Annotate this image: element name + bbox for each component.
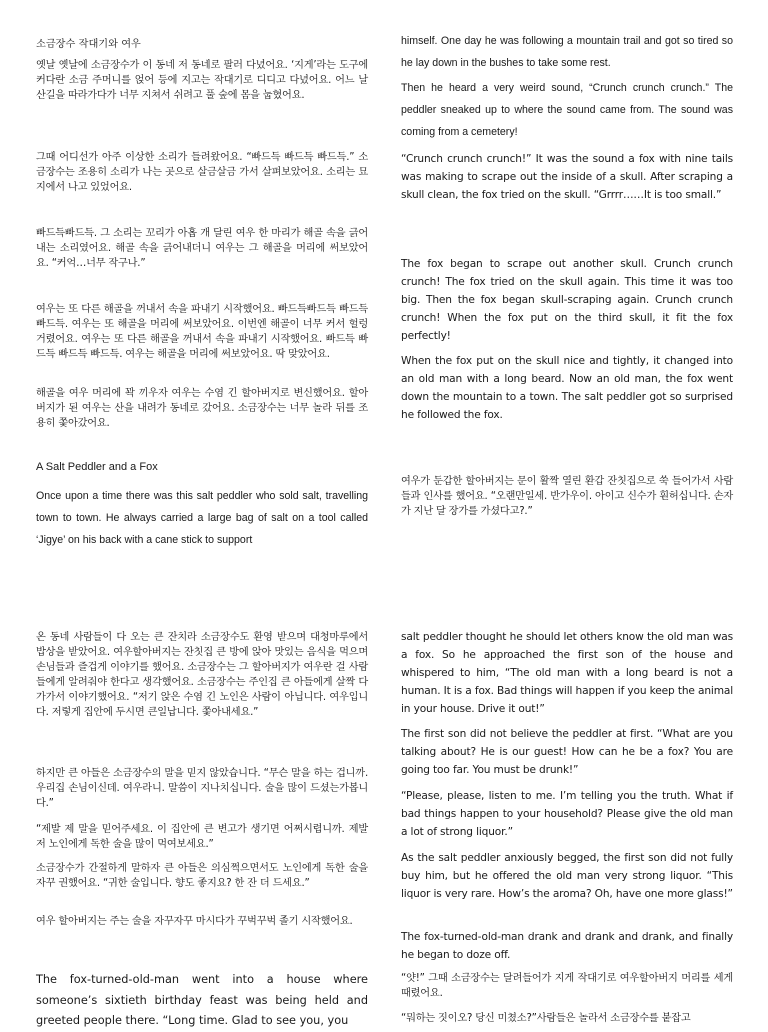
ko-paragraph-10: 여우 할아버지는 주는 술을 자꾸자꾸 마시다가 꾸벅꾸벅 졸기 시작했어요.: [36, 916, 353, 927]
ko-paragraph-9: 소금장수가 간절하게 말하자 큰 아들은 의심쩍으면서도 노인에게 독한 술을 자꾸 권했어요. “귀한 술입니다. 향도 좋지요? 한 잔 더 드세요.”: [36, 863, 368, 889]
ko-paragraph-2: 그때 어디선가 아주 이상한 소리가 들려왔어요. “빠드득 빠드득 빠드득.” 소금장수는 조용히 소리가 나는 곳으로 살금살금 가서 살펴보았어요. 소리는 묘지에서 나고 있었어요.: [36, 152, 368, 193]
en-paragraph-9: The first son did not believe the peddler at first. “What are you talking about? He is our guest! How can he be a fox? You are going too far. You must be drunk!”: [401, 728, 733, 776]
ko-paragraph-12: “얏!” 그때 소금장수는 달려들어가 지게 작대기로 여우할아버지 머리를 세게 때렸어요.: [401, 973, 733, 999]
en-paragraph-10: “Please, please, listen to me. I’m telling you the truth. What if bad things happen to your household? Please give the old man a lot of strong liquor.”: [401, 790, 733, 838]
en-paragraph-5: “Crunch crunch crunch!” It was the sound a fox with nine tails was making to scrape out the inside of a skull. After scraping a skull clean, the fox tried on the skull. “Grrrr……It is too small.”: [401, 153, 733, 201]
korean-title: 소금장수 작대기와 여우: [36, 39, 141, 50]
ko-paragraph-8: “제발 제 말을 믿어주세요. 이 집안에 큰 변고가 생기면 어쩌시렵니까. 제발 저 노인에게 독한 술을 많이 먹여보세요.”: [36, 824, 368, 850]
ko-paragraph-1: 옛날 옛날에 소금장수가 이 동네 저 동네로 팔러 다녔어요. ‘지게’라는 도구에 커다란 소금 주머니를 얹어 등에 지고는 작대기로 디디고 다녔어요. 어느 날 산길을 따라가다가 너무 지쳐서 쉬려고 풀 숲에 몸을 눕혔어요.: [36, 60, 368, 101]
en-paragraph-4: Then he heard a very weird sound, “Crunch crunch crunch.” The peddler sneaked up to where the sound came from. The sound was coming from a cemetery!: [401, 82, 733, 138]
english-title: A Salt Peddler and a Fox: [36, 461, 158, 473]
ko-paragraph-5: 해골을 여우 머리에 꽉 끼우자 여우는 수염 긴 할아버지로 변신했어요. 할아버지가 된 여우는 산을 내려가 동네로 갔어요. 소금장수는 너무 놀라 뒤를 조용히 쫓아갔어요.: [36, 388, 368, 429]
ko-paragraph-6: 온 동네 사람들이 다 오는 큰 잔치라 소금장수도 환영 받으며 대청마루에서 밥상을 받았어요. 여우할아버지는 잔칫집 큰 방에 앉아 맛있는 음식을 먹으며 손님들과 즐겁게 이야기를 했어요. 소금장수는 그 할아버지가 여우란 걸 사람들에게 알려줘야 한다고 생각했어요. 소금장수는 주인집 큰 아들에게 살짝 다가가서 이야기했어요. “저기 앉은 수염 긴 노인은 사람이 아닙니다. 여우입니다. 저렇게 집안에 두시면 큰일납니다. 쫓아내세요.”: [36, 632, 368, 718]
ko-paragraph-13: “뭐하는 짓이오? 당신 미쳤소?”사람들은 놀라서 소금장수를 붙잡고: [401, 1013, 691, 1024]
ko-paragraph-4: 여우는 또 다른 해골을 꺼내서 속을 파내기 시작했어요. 빠드득빠드득 빠드득 빠드득. 여우는 또 해골을 머리에 써보았어요. 이번엔 해골이 너무 커서 헐렁거렸어요. 여우는 또 다른 해골을 꺼내서 속을 파내기 시작했어요. 빠드득 빠드득 빠드득 빠드득. 여우는 해골을 머리에 써보았어요. 딱 맞았어요.: [36, 304, 368, 360]
en-paragraph-11: As the salt peddler anxiously begged, the first son did not fully buy him, but he offered the old man very strong liquor. “This liquor is very rare. How’s the aroma? Oh, have one more glass!”: [401, 852, 733, 900]
en-paragraph-2: The fox-turned-old-man went into a house where someone’s sixtieth birthday feast was being held and greeted people there. “Long time. Glad to see you, you: [36, 973, 368, 1027]
en-paragraph-7: When the fox put on the skull nice and tightly, it changed into an old man with a long beard. Now an old man, the fox went down the mountain to a town. The salt peddler got so surprised he followed the fox.: [401, 355, 733, 421]
en-paragraph-6: The fox began to scrape out another skull. Crunch crunch crunch! The fox tried on the skull again. This time it was too big. Then the fox began skull-scraping again. Crunch crunch crunch! When the fox put on the third skull, it fit the fox perfectly!: [401, 258, 733, 342]
en-paragraph-3: himself. One day he was following a mountain trail and got so tired so he lay down in the bushes to take some rest.: [401, 35, 733, 69]
ko-paragraph-11: 여우가 둔갑한 할아버지는 문이 활짝 열린 환갑 잔칫집으로 쑥 들어가서 사람들과 인사를 했어요. “오랜만일세. 반가우이. 아이고 신수가 훤허십니다. 손자가 지난 달 장가를 가셨다고?.”: [401, 476, 733, 517]
ko-paragraph-3: 빠드득빠드득. 그 소리는 꼬리가 아홉 개 달린 여우 한 마리가 해골 속을 긁어내는 소리였어요. 해골 속을 긁어내더니 여우는 그 해골을 머리에 써보았어요. “커억…너무 작구나.”: [36, 228, 368, 269]
ko-paragraph-7: 하지만 큰 아들은 소금장수의 말을 믿지 않았습니다. “무슨 말을 하는 겁니까. 우리집 손님이신데. 여우라니. 말씀이 지나치십니다. 술을 많이 드셨는가봅니다.”: [36, 768, 368, 809]
en-paragraph-8: salt peddler thought he should let others know the old man was a fox. So he approached the first son of the house and whispered to him, “The old man with a long beard is not a human. It is a fox. Bad things will happen if you keep the animal in your house. Drive it out!”: [401, 631, 733, 715]
en-paragraph-1: Once upon a time there was this salt peddler who sold salt, travelling town to town. He always carried a large bag of salt on a tool called ‘Jigye’ on his back with a cane stick to support: [36, 490, 368, 546]
en-paragraph-12: The fox-turned-old-man drank and drank and drank, and finally he began to doze off.: [401, 931, 733, 961]
